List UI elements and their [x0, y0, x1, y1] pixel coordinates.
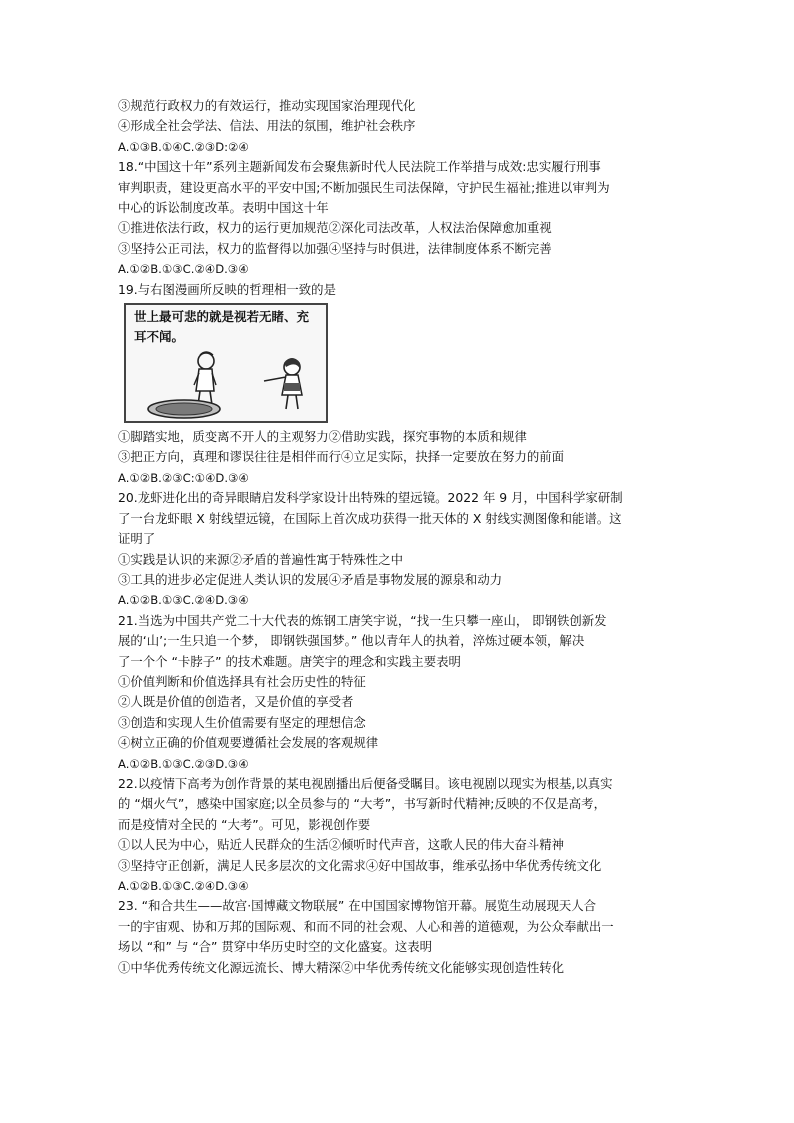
q21-option-4: ④树立正确的价值观要遵循社会发展的客观规律 — [118, 735, 379, 751]
q21-answers: A.①②B.①③C.②③D.③④ — [118, 756, 249, 771]
q18-options-line-2: ③坚持公正司法，权力的监督得以加强④坚持与时俱进，法律制度体系不断完善 — [118, 240, 552, 256]
q23-stem-line-3: 场以 “和” 与 “合” 贯穿中华历史时空的文化盛宴。这表明 — [118, 939, 433, 955]
q19-stem: 19.与右图漫画所反映的哲理相一致的是 — [118, 281, 336, 297]
q19-options-line-1: ①脚踏实地，质变离不开人的主观努力②借助实践，探究事物的本质和规律 — [118, 429, 527, 445]
q22-stem-line-2: 的 “烟火气”，感染中国家庭;以全员参与的 “大考”，书写新时代精神;反映的不仅是高考， — [118, 796, 606, 812]
q21-stem-line-3: 了一个个 “卡脖子” 的技术难题。唐笑宇的理念和实践主要表明 — [118, 653, 461, 669]
q19-options-line-2: ③把正方向，真理和谬误往往是相伴而行④立足实际，抉择一定要放在努力的前面 — [118, 449, 565, 465]
q20-stem-line-1: 20.龙虾进化出的奇异眼睛启发科学家设计出特殊的望远镜。2022 年 9 月，中国科学家研制 — [118, 490, 623, 506]
q17-option-3: ③规范行政权力的有效运行，推动实现国家治理现代化 — [118, 98, 416, 113]
q21-option-3: ③创造和实现人生价值需要有坚定的理想信念 — [118, 714, 366, 730]
q17-answers: A.①③B.①④C.②③D:②④ — [118, 139, 249, 154]
q18-stem-line-2: 审判职责，建设更高水平的平安中国;不断加强民生司法保障，守护民生福祉;推进以审判为 — [118, 179, 610, 195]
q20-stem-line-2: 了一台龙虾眼 X 射线望远镜，在国际上首次成功获得一批天体的 X 射线实测图像和能谱。这 — [118, 510, 622, 526]
q18-stem-line-1: 18.“中国这十年”系列主题新闻发布会聚焦新时代人民法院工作举措与成效:忠实履行刑事 — [118, 159, 601, 175]
q23-stem-line-1: 23. “和合共生——故宫·国博藏文物联展” 在中国国家博物馆开幕。展览生动展现天人合 — [118, 898, 597, 914]
exam-page — [118, 96, 678, 978]
q21-option-1: ①价值判断和价值选择具有社会历史性的特征 — [118, 673, 366, 689]
q22-stem-line-1: 22.以疫情下高考为创作背景的某电视剧播出后便备受瞩目。该电视剧以现实为根基,以真实 — [118, 775, 613, 791]
q20-options-line-2: ③工具的进步必定促进人类认识的发展④矛盾是事物发展的源泉和动力 — [118, 571, 503, 587]
q23-stem-line-2: 一的宇宙观、协和万邦的国际观、和而不同的社会观、人心和善的道德观，为公众奉献出一 — [118, 918, 614, 934]
q21-stem-line-2: 展的‘山’;一生只追一个梦， 即钢铁强国梦。” 他以青年人的执着，淬炼过硬本领，解决 — [118, 633, 585, 649]
q21-stem-line-1: 21.当选为中国共产党二十大代表的炼钢工唐笑宇说，“找一生只攀一座山， 即钢铁创新发 — [118, 612, 607, 628]
q22-stem-line-3: 而是疫情对全民的 “大考”。可见，影视创作要 — [118, 816, 371, 832]
cartoon-image — [124, 303, 328, 423]
q20-answers: A.①②B.①③C.②④D.③④ — [118, 593, 249, 608]
q20-options-line-1: ①实践是认识的来源②矛盾的普遍性寓于特殊性之中 — [118, 551, 403, 567]
q17-option-4: ④形成全社会学法、信法、用法的氛围，维护社会秩序 — [118, 118, 416, 134]
cartoon-caption: 世上最可悲的就是视若无睹、充耳不闻。 — [134, 309, 310, 345]
q21-option-2: ②人既是价值的创造者，又是价值的享受者 — [118, 694, 354, 710]
q20-stem-line-3: 证明了 — [118, 531, 156, 547]
q18-options-line-1: ①推进依法行政，权力的运行更加规范②深化司法改革，人权法治保障愈加重视 — [118, 220, 552, 236]
q23-options-line-1: ①中华优秀传统文化源远流长、博大精深②中华优秀传统文化能够实现创造性转化 — [118, 959, 565, 975]
q22-answers: A.①②B.①③C.②④D.③④ — [118, 879, 249, 893]
q19-answers: A.①②B.②③C:①④D.③④ — [118, 470, 249, 485]
q22-options-line-2: ③坚持守正创新，满足人民多层次的文化需求④好中国故事，维承弘扬中华优秀传统文化 — [118, 857, 602, 873]
q18-stem-line-3: 中心的诉讼制度改革。表明中国这十年 — [118, 200, 329, 216]
q22-options-line-1: ①以人民为中心，贴近人民群众的生活②倾听时代声音，这歌人民的伟大奋斗精神 — [118, 837, 565, 853]
q18-answers: A.①②B.①③C.②④D.③④ — [118, 262, 249, 277]
